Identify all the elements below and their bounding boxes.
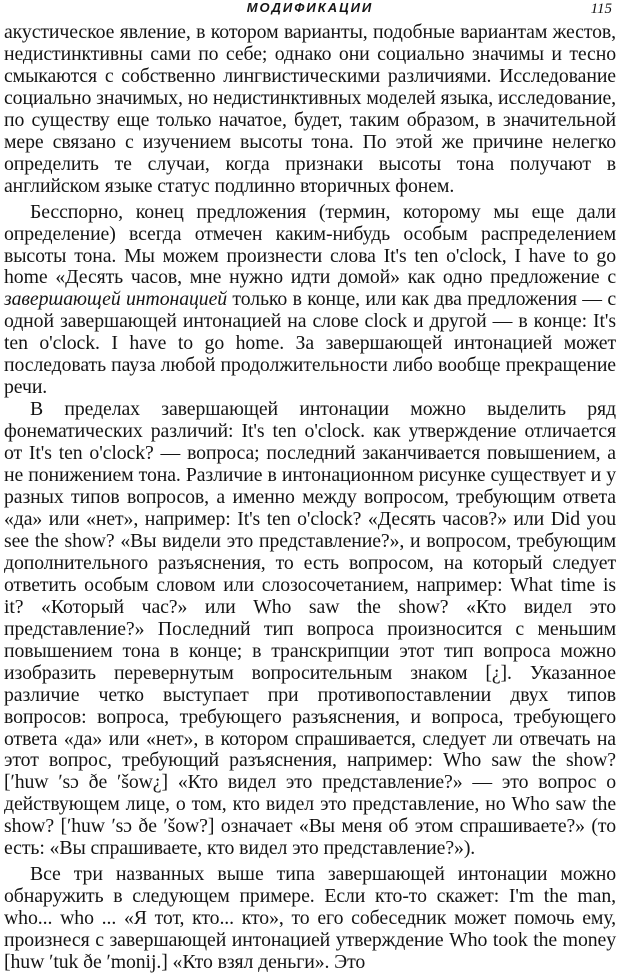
paragraph-2	[4, 202, 616, 400]
paragraph-1	[4, 22, 616, 198]
paragraph-1-text: акустическое явление, в котором варианты, подобные вариантам жестов, недистинктивны сами по себе; однако они социально значимы и тесно смыкаются с собственно лингвистическими различиями. Исследование социально значимых, но недистинктивных моделей языка, исследование, по существу еще только начатое, будет, таким образом, в значительной мере связано с изучением высоты тона. По этой же причине нелегко определить те случаи, когда признаки высоты тона получают в английском языке статус подлинно вторичных фонем.	[4, 21, 616, 197]
page-number: 115	[590, 1, 612, 17]
body-text	[4, 22, 616, 974]
paragraph-4-text: Все три названных выше типа завершающей интонации можно обнаружить в следующем примере. Если кто-то скажет: I'm the man, who... who ... «Я тот, кто... кто», то его собеседник может помочь ему, произнеся с завершающей интонацией утверждение Who took the money [huw ʹtuk ðe ʹmonij.] «Кто взял деньги». Это	[4, 863, 616, 974]
paragraph-3	[4, 399, 616, 860]
paragraph-2-italic-term: завершающей интонацией	[4, 288, 228, 311]
running-header	[0, 0, 620, 20]
paragraph-2-text-b: только в конце, или как два предложения — с одной завершающей интонацией на слове clock и другой — в конце: It's ten o'clock. I have to go home. За завершающей интонацией может последовать пауза любой продолжительности либо вообще прекращение речи.	[4, 288, 617, 399]
paragraph-3-text: В пределах завершающей интонации можно выделить ряд фонематических различий: It's ten o'clock. как утверждение отличается от It's ten o'clock? — вопроса; последний заканчивается повышением, а не понижением тона. Различие в интонационном рисунке существует и у разных типов вопросов, а именно между вопросом, требующим ответа «да» или «нет», например: It's ten o'clock? «Десять часов?» или Did you see the show? «Вы видели это представление?», и вопросом, требующим дополнительного разъяснения, то есть вопросом, на который следует ответить особым словом или слозосочетанием, например: What time is it? «Который час?» или Who saw the show? «Кто видел это представление?» Последний тип вопроса произносится с меньшим повышением тона в конце; в транскрипции этот тип вопроса можно изобразить перевернутым вопросительным знаком [¿]. Указанное различие четко выступает при противопоставлении двух типов вопросов: вопроса, требующего разъяснения, и вопроса, требующего ответа «да» или «нет», в котором спрашивается, следует ли отвечать на этот вопрос, требующий разъяснения, например: Who saw the show? [ʹhuw ʹsɔ ðe ʹšow¿] «Кто видел это представление?» — это вопрос о действующем лице, о том, кто видел это представление, но Who saw the show? [ʹhuw ʹsɔ ðe ʹšow?] означает «Вы меня об этом спрашиваете?» (то есть: «Вы спрашиваете, кто видел это представление?»).	[4, 398, 616, 860]
paragraph-2-text-a: Бесспорно, конец предложения (термин, которому мы еще дали определение) всегда отмечен каким-нибудь особым распределением высоты тона. Мы можем произнести слова It's ten o'clock, I have to go home «Десять часов, мне нужно идти домой» как одно предложение с	[4, 200, 616, 289]
paragraph-4	[4, 864, 616, 974]
running-title: МОДИФИКАЦИИ	[246, 0, 374, 15]
